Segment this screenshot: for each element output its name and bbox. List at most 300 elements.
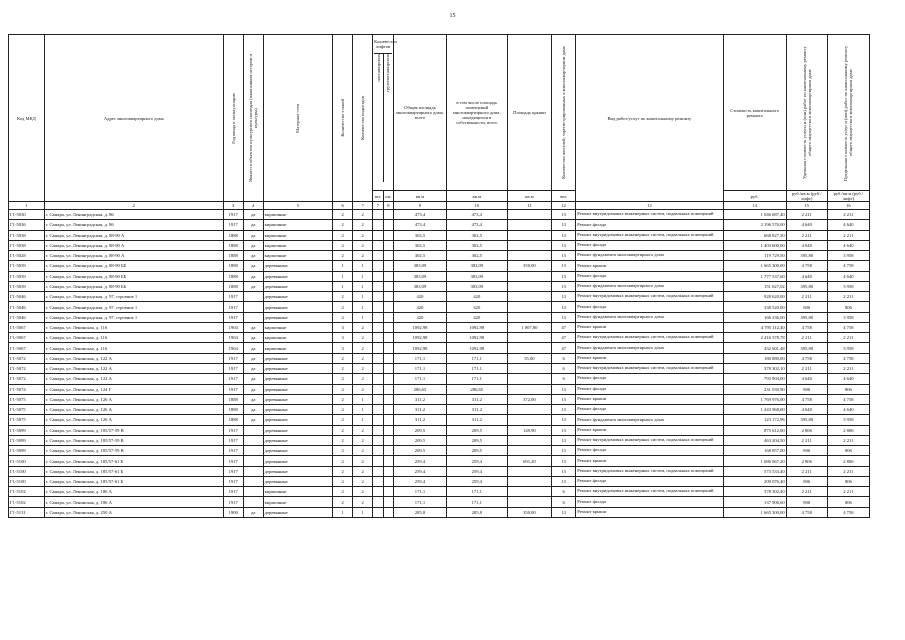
col-header-floors: Количество этажей bbox=[333, 35, 353, 202]
col-header-year: Год ввода в эксплуатацию bbox=[223, 35, 243, 202]
cell-roof-area: 350,00 bbox=[507, 507, 551, 517]
cell-work-type: Ремонт внутридомовых инженерных систем, подвальных помещений bbox=[576, 466, 723, 476]
cell-cargo-lifts bbox=[383, 435, 394, 445]
cell-work-type: Ремонт внутридомовых инженерных систем, подвальных помещений bbox=[576, 363, 723, 373]
cell-work-type: Ремонт фасада bbox=[576, 271, 723, 281]
cell-passenger-lifts bbox=[373, 353, 384, 363]
cell-code: Г1-5074 bbox=[9, 384, 45, 394]
cell-owned-area: 383,09 bbox=[446, 281, 507, 291]
cell-passenger-lifts bbox=[373, 456, 384, 466]
cell-max-cost: 4 640 bbox=[827, 220, 869, 230]
cell-unit-cost: 395,80 bbox=[786, 312, 827, 322]
cell-floors: 3 bbox=[333, 333, 353, 343]
cell-heritage: да bbox=[243, 384, 263, 394]
cell-owned-area: 171,1 bbox=[446, 363, 507, 373]
cell-work-type: Ремонт фасада bbox=[576, 220, 723, 230]
cell-wall-material: кирпичные bbox=[263, 343, 332, 353]
cell-code: Г1-5100 bbox=[9, 466, 45, 476]
cell-roof-area bbox=[507, 281, 551, 291]
cell-work-type: Ремонт внутридомовых инженерных систем, подвальных помещений bbox=[576, 333, 723, 343]
cell-passenger-lifts bbox=[373, 292, 384, 302]
cell-cost: 2 196 576,00 bbox=[723, 220, 786, 230]
cell-address: г. Самара, ул. Ленинская, д. 250 А bbox=[44, 507, 223, 517]
cell-entrances: 2 bbox=[353, 476, 373, 486]
cell-owned-area: 311,2 bbox=[446, 394, 507, 404]
cell-address: г. Самара, ул. Ленинградская, д. 88-90 ББ bbox=[44, 261, 223, 271]
cell-heritage bbox=[243, 292, 263, 302]
cell-unit-cost: 2 211 bbox=[786, 292, 827, 302]
cell-max-cost: 2 211 bbox=[827, 435, 869, 445]
cell-code: Г1-5030 bbox=[9, 210, 45, 220]
cell-work-type: Ремонт крыши bbox=[576, 507, 723, 517]
cell-code: Г1-5067 bbox=[9, 343, 45, 353]
column-number: 13 bbox=[576, 202, 723, 210]
cell-entrances: 2 bbox=[353, 230, 373, 240]
cell-owned-area: 171,1 bbox=[446, 497, 507, 507]
cell-code: Г1-5046 bbox=[9, 312, 45, 322]
cell-entrances: 2 bbox=[353, 384, 373, 394]
cell-wall-material: деревянные bbox=[263, 405, 332, 415]
cell-cost: 168 857,00 bbox=[723, 446, 786, 456]
cell-residents: 13 bbox=[552, 415, 576, 425]
cell-wall-material: кирпичные bbox=[263, 230, 332, 240]
cell-code: Г1-5072 bbox=[9, 353, 45, 363]
cell-owned-area: 383,09 bbox=[446, 261, 507, 271]
cell-passenger-lifts bbox=[373, 405, 384, 415]
cell-heritage: да bbox=[243, 220, 263, 230]
cell-cargo-lifts bbox=[383, 476, 394, 486]
cell-cargo-lifts bbox=[383, 261, 394, 271]
cell-unit-cost: 4 758 bbox=[786, 507, 827, 517]
cell-wall-material: деревянные bbox=[263, 476, 332, 486]
cell-roof-area bbox=[507, 363, 551, 373]
table-row bbox=[9, 374, 870, 384]
table-row bbox=[9, 466, 870, 476]
table-row bbox=[9, 497, 870, 507]
cell-wall-material: кирпичные bbox=[263, 497, 332, 507]
cell-address: г. Самара, ул. Ленинградская, д. 88-90 А bbox=[44, 251, 223, 261]
cell-year: 1888 bbox=[223, 251, 243, 261]
cell-floors: 2 bbox=[333, 292, 353, 302]
cell-passenger-lifts bbox=[373, 394, 384, 404]
cell-work-type: Ремонт фасада bbox=[576, 374, 723, 384]
cell-max-cost: 3 958 bbox=[827, 415, 869, 425]
cell-owned-area: 420 bbox=[446, 312, 507, 322]
table-row bbox=[9, 271, 870, 281]
cell-wall-material: деревянные bbox=[263, 302, 332, 312]
cell-max-cost: 806 bbox=[827, 497, 869, 507]
cell-total-area: 1092,98 bbox=[394, 322, 447, 332]
cell-residents: 13 bbox=[552, 384, 576, 394]
table-row bbox=[9, 405, 870, 415]
cell-work-type: Ремонт крыши bbox=[576, 353, 723, 363]
cell-address: г. Самара, ул. Ленинская, д. 116 bbox=[44, 322, 223, 332]
cell-entrances: 2 bbox=[353, 446, 373, 456]
cell-owned-area: 209,5 bbox=[446, 435, 507, 445]
cell-entrances: 2 bbox=[353, 343, 373, 353]
cell-wall-material: деревянные bbox=[263, 384, 332, 394]
cell-unit-cost: 2 211 bbox=[786, 487, 827, 497]
cell-cargo-lifts bbox=[383, 497, 394, 507]
cell-year: 1888 bbox=[223, 405, 243, 415]
cell-passenger-lifts bbox=[373, 333, 384, 343]
cell-wall-material: деревянные bbox=[263, 312, 332, 322]
cell-residents: 47 bbox=[552, 322, 576, 332]
cell-owned-area: 311,2 bbox=[446, 405, 507, 415]
cell-max-cost: 4 640 bbox=[827, 271, 869, 281]
cell-address: г. Самара, ул. Ленинская, д. 185/57-61 Б bbox=[44, 456, 223, 466]
col-header-entrances: Количество подъездов bbox=[353, 35, 373, 202]
column-number: 4 bbox=[243, 202, 263, 210]
unit-cost: руб. bbox=[723, 191, 786, 202]
cell-owned-area: 286,65 bbox=[446, 384, 507, 394]
cell-address: г. Самара, ул. Ленинская, д. 122 А bbox=[44, 353, 223, 363]
cell-owned-area: 383,09 bbox=[446, 271, 507, 281]
cell-heritage: да bbox=[243, 394, 263, 404]
cell-floors: 2 bbox=[333, 240, 353, 250]
cell-floors: 2 bbox=[333, 220, 353, 230]
table-row bbox=[9, 446, 870, 456]
cell-total-area: 171,1 bbox=[394, 487, 447, 497]
cell-max-cost: 4 758 bbox=[827, 322, 869, 332]
cell-passenger-lifts bbox=[373, 210, 384, 220]
cell-cost: 875 612,00 bbox=[723, 425, 786, 435]
cell-residents: 6 bbox=[552, 374, 576, 384]
cell-work-type: Ремонт фундамента многоквартирного дома bbox=[576, 312, 723, 322]
cell-passenger-lifts bbox=[373, 343, 384, 353]
cell-floors: 2 bbox=[333, 466, 353, 476]
cell-passenger-lifts bbox=[373, 487, 384, 497]
cell-cost: 1 665 300,00 bbox=[723, 261, 786, 271]
cell-roof-area: 149,90 bbox=[507, 425, 551, 435]
cell-owned-area: 311,2 bbox=[446, 415, 507, 425]
cell-floors: 1 bbox=[333, 261, 353, 271]
cell-passenger-lifts bbox=[373, 466, 384, 476]
cell-cargo-lifts bbox=[383, 292, 394, 302]
cell-passenger-lifts bbox=[373, 374, 384, 384]
cell-heritage: да bbox=[243, 240, 263, 250]
cell-passenger-lifts bbox=[373, 425, 384, 435]
cell-entrances: 2 bbox=[353, 374, 373, 384]
cell-entrances: 1 bbox=[353, 507, 373, 517]
cell-total-area: 171,1 bbox=[394, 497, 447, 507]
cell-max-cost: 3 958 bbox=[827, 343, 869, 353]
cell-passenger-lifts bbox=[373, 435, 384, 445]
cell-wall-material: деревянные bbox=[263, 353, 332, 363]
cell-passenger-lifts bbox=[373, 497, 384, 507]
table-row bbox=[9, 435, 870, 445]
cell-wall-material: кирпичные bbox=[263, 487, 332, 497]
cell-address: г. Самара, ул. Ленинская, д. 124 Г bbox=[44, 384, 223, 394]
cell-wall-material: деревянные bbox=[263, 261, 332, 271]
cell-year: 1904 bbox=[223, 343, 243, 353]
cell-address: г. Самара, ул. Ленинградская, д. 97, строение 1 bbox=[44, 292, 223, 302]
cell-residents: 13 bbox=[552, 240, 576, 250]
table-row bbox=[9, 507, 870, 517]
cell-entrances: 2 bbox=[353, 425, 373, 435]
cell-residents: 6 bbox=[552, 497, 576, 507]
cell-cargo-lifts bbox=[383, 343, 394, 353]
cell-year: 1917 bbox=[223, 497, 243, 507]
col-header-heritage: Является объектом культурного наследия (памятником истории и культуры) bbox=[243, 35, 263, 202]
cell-heritage bbox=[243, 456, 263, 466]
table-row bbox=[9, 425, 870, 435]
cell-passenger-lifts bbox=[373, 240, 384, 250]
cell-floors: 1 bbox=[333, 281, 353, 291]
cell-passenger-lifts bbox=[373, 476, 384, 486]
cell-passenger-lifts bbox=[373, 271, 384, 281]
cell-cargo-lifts bbox=[383, 394, 394, 404]
cell-work-type: Ремонт внутридомовых инженерных систем, подвальных помещений bbox=[576, 230, 723, 240]
cell-max-cost: 806 bbox=[827, 384, 869, 394]
cell-max-cost: 3 958 bbox=[827, 281, 869, 291]
cell-cargo-lifts bbox=[383, 384, 394, 394]
cell-heritage: да bbox=[243, 333, 263, 343]
cell-address: г. Самара, ул. Ленинская, д. 116 bbox=[44, 333, 223, 343]
cell-entrances: 2 bbox=[353, 353, 373, 363]
cell-floors: 2 bbox=[333, 456, 353, 466]
unit-total-area: кв.м bbox=[394, 191, 447, 202]
cell-heritage: да bbox=[243, 507, 263, 517]
cell-address: г. Самара, ул. Ленинская, д. 122 А bbox=[44, 363, 223, 373]
column-number: 3 bbox=[223, 202, 243, 210]
cell-cost: 378 302,10 bbox=[723, 363, 786, 373]
cell-residents: 13 bbox=[552, 446, 576, 456]
unit-unit-cost: руб./кв.м (руб./лифт) bbox=[786, 191, 827, 202]
cell-floors: 2 bbox=[333, 384, 353, 394]
cell-address: г. Самара, ул. Ленинская, д. 126 А bbox=[44, 405, 223, 415]
cell-max-cost: 806 bbox=[827, 302, 869, 312]
cell-owned-area: 1092,98 bbox=[446, 322, 507, 332]
cell-code: Г1-5028 bbox=[9, 251, 45, 261]
cell-cargo-lifts bbox=[383, 230, 394, 240]
cell-code: Г1-5099 bbox=[9, 446, 45, 456]
table-row bbox=[9, 281, 870, 291]
cell-work-type: Ремонт крыши bbox=[576, 456, 723, 466]
cell-work-type: Ремонт внутридомовых инженерных систем, подвальных помещений bbox=[576, 292, 723, 302]
cell-residents: 13 bbox=[552, 210, 576, 220]
cell-floors: 2 bbox=[333, 251, 353, 261]
table-header bbox=[9, 35, 870, 210]
cell-address: г. Самара, ул. Ленинградская, д. 88-90 А bbox=[44, 230, 223, 240]
cell-year: 1917 bbox=[223, 384, 243, 394]
cell-code: Г1-5038 bbox=[9, 240, 45, 250]
cell-wall-material: кирпичные bbox=[263, 240, 332, 250]
cell-residents: 47 bbox=[552, 343, 576, 353]
col-header-passenger-lifts: пассажирских bbox=[375, 54, 381, 82]
cell-total-area: 171,1 bbox=[394, 353, 447, 363]
cell-roof-area bbox=[507, 435, 551, 445]
cell-entrances: 2 bbox=[353, 487, 373, 497]
cell-code: Г1-5102 bbox=[9, 497, 45, 507]
cell-cost: 573 533,40 bbox=[723, 466, 786, 476]
cell-wall-material: кирпичные bbox=[263, 210, 332, 220]
cell-heritage bbox=[243, 425, 263, 435]
cell-roof-area bbox=[507, 343, 551, 353]
cell-total-area: 420 bbox=[394, 302, 447, 312]
cell-heritage: да bbox=[243, 271, 263, 281]
cell-code: Г1-5036 bbox=[9, 220, 45, 230]
cell-passenger-lifts bbox=[373, 281, 384, 291]
table-row bbox=[9, 415, 870, 425]
cell-entrances: 1 bbox=[353, 415, 373, 425]
cell-work-type: Ремонт фасада bbox=[576, 497, 723, 507]
cell-year: 1917 bbox=[223, 312, 243, 322]
cell-unit-cost: 4 640 bbox=[786, 374, 827, 384]
cell-max-cost: 4 640 bbox=[827, 405, 869, 415]
cell-entrances: 1 bbox=[353, 394, 373, 404]
column-number: 10 bbox=[446, 202, 507, 210]
cell-heritage bbox=[243, 435, 263, 445]
cell-code: Г1-5100 bbox=[9, 456, 45, 466]
cell-heritage: да bbox=[243, 251, 263, 261]
cell-entrances: 1 bbox=[353, 405, 373, 415]
cell-residents: 47 bbox=[552, 333, 576, 343]
cell-max-cost: 2 211 bbox=[827, 292, 869, 302]
cell-floors: 2 bbox=[333, 394, 353, 404]
cell-address: г. Самара, ул. Ленинская, д. 122 А bbox=[44, 374, 223, 384]
cell-max-cost: 4 758 bbox=[827, 353, 869, 363]
unit-passenger-lifts: шт. bbox=[373, 191, 384, 202]
cell-year: 1888 bbox=[223, 281, 243, 291]
cell-wall-material: деревянные bbox=[263, 281, 332, 291]
cell-entrances: 2 bbox=[353, 240, 373, 250]
cell-wall-material: деревянные bbox=[263, 374, 332, 384]
cell-wall-material: деревянные bbox=[263, 456, 332, 466]
cell-floors: 1 bbox=[333, 271, 353, 281]
cell-address: г. Самара, ул. Ленинская, д. 185/57-59 В bbox=[44, 446, 223, 456]
table-body bbox=[9, 210, 870, 518]
cell-roof-area bbox=[507, 210, 551, 220]
cell-residents: 13 bbox=[552, 220, 576, 230]
cell-address: г. Самара, ул. Ленинская, д. 185/57-59 В bbox=[44, 435, 223, 445]
cell-unit-cost: 2 211 bbox=[786, 435, 827, 445]
table-row bbox=[9, 487, 870, 497]
cell-code: Г1-5038 bbox=[9, 230, 45, 240]
cell-total-area: 383,09 bbox=[394, 281, 447, 291]
cell-residents: 6 bbox=[552, 363, 576, 373]
column-numbers-row bbox=[9, 202, 870, 210]
table-row bbox=[9, 456, 870, 466]
cell-entrances: 2 bbox=[353, 435, 373, 445]
cell-cost: 4 795 112,40 bbox=[723, 322, 786, 332]
cell-residents: 13 bbox=[552, 476, 576, 486]
table-row bbox=[9, 220, 870, 230]
cell-unit-cost: 806 bbox=[786, 497, 827, 507]
col-header-owned-area: в том числе площадь помещений многоквартирного дома, находящихся в собственности, всего bbox=[446, 35, 507, 191]
cell-passenger-lifts bbox=[373, 446, 384, 456]
cell-floors: 2 bbox=[333, 497, 353, 507]
cell-residents: 13 bbox=[552, 302, 576, 312]
cell-heritage bbox=[243, 497, 263, 507]
cell-entrances: 1 bbox=[353, 281, 373, 291]
cell-roof-area: 35,00 bbox=[507, 353, 551, 363]
cell-floors: 2 bbox=[333, 374, 353, 384]
col-header-cargo-lifts: грузопассажирских bbox=[385, 54, 391, 93]
cell-cargo-lifts bbox=[383, 302, 394, 312]
cell-max-cost: 3 958 bbox=[827, 251, 869, 261]
cell-roof-area bbox=[507, 446, 551, 456]
cell-entrances: 1 bbox=[353, 271, 373, 281]
col-header-roof-area: Площадь крыши bbox=[507, 35, 551, 191]
cell-unit-cost: 2 211 bbox=[786, 466, 827, 476]
cell-wall-material: кирпичные bbox=[263, 220, 332, 230]
cell-max-cost: 4 758 bbox=[827, 394, 869, 404]
table-row bbox=[9, 230, 870, 240]
cell-unit-cost: 2 211 bbox=[786, 363, 827, 373]
cell-unit-cost: 2 806 bbox=[786, 456, 827, 466]
cell-cargo-lifts bbox=[383, 363, 394, 373]
cell-cost: 432 601,48 bbox=[723, 343, 786, 353]
cell-passenger-lifts bbox=[373, 322, 384, 332]
column-number: 7 bbox=[353, 202, 373, 210]
cell-code: Г1-5039 bbox=[9, 261, 45, 271]
cell-residents: 13 bbox=[552, 312, 576, 322]
cell-entrances: 2 bbox=[353, 333, 373, 343]
cell-year: 1917 bbox=[223, 363, 243, 373]
cell-address: г. Самара, ул. Ленинская, д. 126 А bbox=[44, 394, 223, 404]
cell-code: Г1-5100 bbox=[9, 476, 45, 486]
cell-address: г. Самара, ул. Ленинская, д. 126 А bbox=[44, 415, 223, 425]
cell-heritage bbox=[243, 446, 263, 456]
unit-cargo-lifts: шт. bbox=[383, 191, 394, 202]
cell-cost: 1 046 687,40 bbox=[723, 210, 786, 220]
cell-total-area: 383,09 bbox=[394, 271, 447, 281]
col-header-address: Адрес многоквартирного дома bbox=[44, 35, 223, 202]
cell-total-area: 259,4 bbox=[394, 476, 447, 486]
cell-total-area: 473,4 bbox=[394, 210, 447, 220]
cell-owned-area: 259,4 bbox=[446, 476, 507, 486]
table-row bbox=[9, 384, 870, 394]
cell-unit-cost: 4 640 bbox=[786, 220, 827, 230]
cell-entrances: 2 bbox=[353, 251, 373, 261]
cell-unit-cost: 4 640 bbox=[786, 405, 827, 415]
cell-work-type: Ремонт фундамента многоквартирного дома bbox=[576, 281, 723, 291]
cell-cargo-lifts bbox=[383, 466, 394, 476]
cell-max-cost: 2 211 bbox=[827, 487, 869, 497]
cell-max-cost: 2 806 bbox=[827, 456, 869, 466]
cell-roof-area bbox=[507, 251, 551, 261]
cell-roof-area: 1 007,80 bbox=[507, 322, 551, 332]
cell-passenger-lifts bbox=[373, 363, 384, 373]
page-number: 15 bbox=[449, 13, 456, 19]
table-row bbox=[9, 476, 870, 486]
cell-total-area: 209,5 bbox=[394, 425, 447, 435]
col-header-lifts: Количество лифтов пассажирских грузопассажирских bbox=[373, 35, 394, 191]
cell-address: г. Самара, ул. Ленинская, д. 185/57-61 Б bbox=[44, 476, 223, 486]
capital-repair-table bbox=[8, 34, 870, 518]
cell-wall-material: деревянные bbox=[263, 415, 332, 425]
table-row bbox=[9, 302, 870, 312]
cell-cargo-lifts bbox=[383, 487, 394, 497]
cell-floors: 2 bbox=[333, 446, 353, 456]
cell-cost: 209 076,40 bbox=[723, 476, 786, 486]
cell-unit-cost: 2 806 bbox=[786, 425, 827, 435]
unit-max-cost: руб./кв.м (руб./лифт) bbox=[827, 191, 869, 202]
cell-floors: 2 bbox=[333, 425, 353, 435]
cell-unit-cost: 2 211 bbox=[786, 333, 827, 343]
cell-passenger-lifts bbox=[373, 384, 384, 394]
column-number: 7 bbox=[373, 202, 384, 210]
col-header-work-type: Вид работ/услуг по капитальному ремонту bbox=[576, 35, 723, 202]
cell-heritage bbox=[243, 487, 263, 497]
table-row bbox=[9, 312, 870, 322]
cell-roof-area bbox=[507, 312, 551, 322]
table-row bbox=[9, 333, 870, 343]
cell-floors: 3 bbox=[333, 322, 353, 332]
cell-floors: 2 bbox=[333, 210, 353, 220]
cell-unit-cost: 4 640 bbox=[786, 240, 827, 250]
